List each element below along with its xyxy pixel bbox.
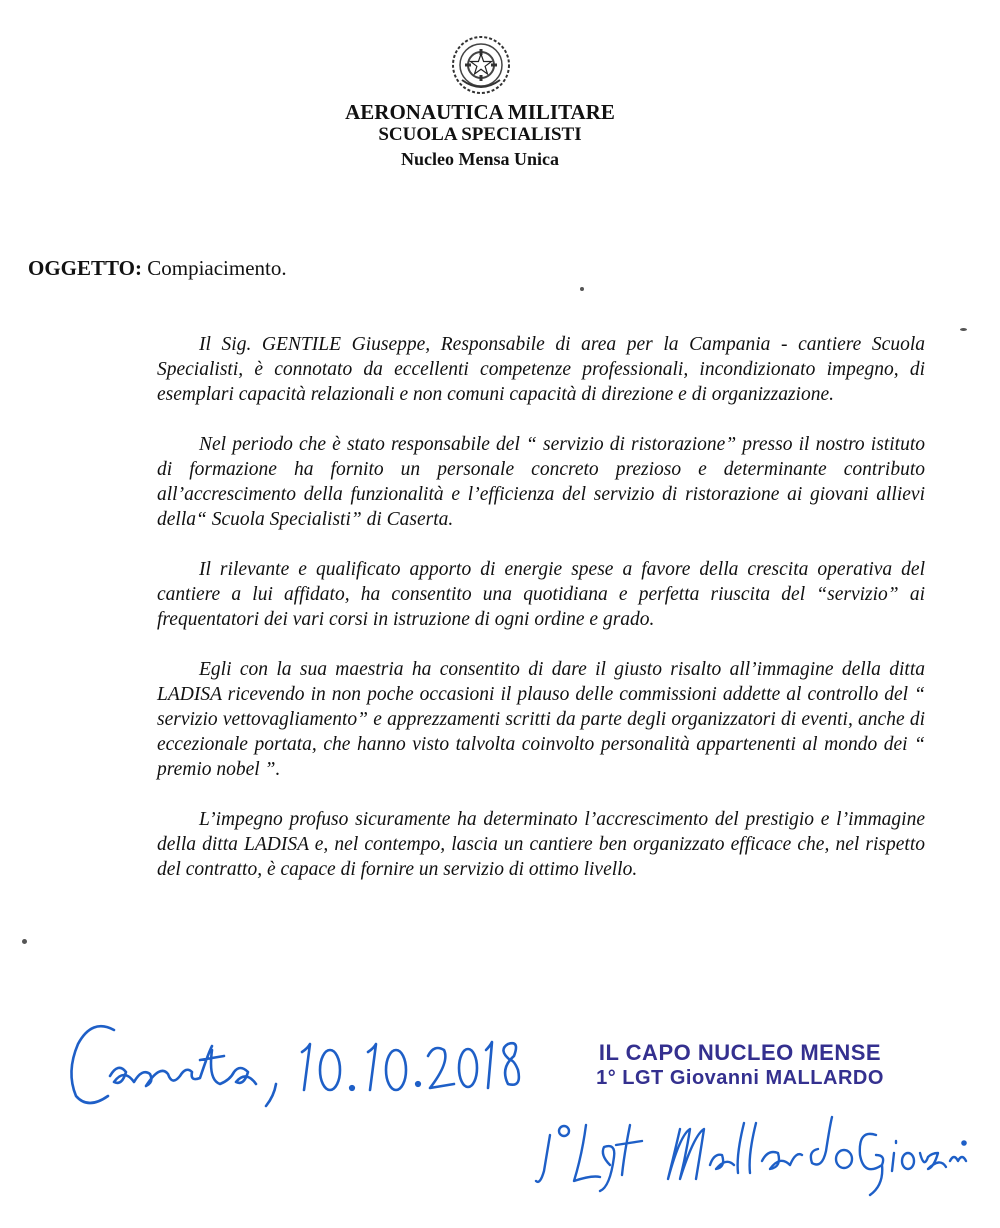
handwritten-signature	[530, 1095, 970, 1205]
paragraph: Il Sig. GENTILE Giuseppe, Responsabile di area per la Campania - cantiere Scuola Specialisti, è connotato da eccellenti competenze professionali, incondizionato impegno, di esemplari capacità relazionali e non comuni capacità di direzione e di organizzazione.	[157, 334, 925, 405]
subject-line	[28, 256, 287, 281]
scan-speck	[960, 328, 967, 331]
paragraph: Egli con la sua maestria ha consentito di dare il giusto risalto all’immagine della ditta LADISA ricevendo in non poche occasioni il plauso delle commissioni addette al controllo del “ servizio vettovagliamento” e apprezzamenti scritti da parte degli organizzatori di eventi, anche di eccezionale portata, che hanno visto talvolta coinvolto personalità appartenenti al mondo dei “ premio nobel ”.	[157, 659, 925, 780]
letter-body	[157, 332, 925, 907]
emblem-icon	[450, 34, 512, 96]
scan-speck	[580, 287, 584, 291]
letterhead-line3: Nucleo Mensa Unica	[401, 149, 559, 169]
subject-label: OGGETTO:	[28, 256, 142, 280]
handwritten-place-date	[62, 1010, 532, 1120]
official-stamp	[540, 1040, 940, 1090]
stamp-line1: IL CAPO NUCLEO MENSE	[598, 1040, 882, 1065]
subject-text: Compiacimento.	[147, 256, 287, 280]
stamp-line2: 1° LGT Giovanni MALLARDO	[596, 1067, 884, 1089]
letterhead-line1: AERONAUTICA MILITARE	[345, 100, 615, 124]
letterhead	[240, 100, 720, 170]
paragraph: Nel periodo che è stato responsabile del “ servizio di ristorazione” presso il nostro istituto di formazione ha fornito un personale concreto prezioso e determinante contributo all’accrescimento della funzionalità e l’efficienza del servizio di ristorazione ai giovani allievi della“ Scuola Specialisti” di Caserta.	[157, 434, 925, 530]
letterhead-line2: SCUOLA SPECIALISTI	[378, 124, 582, 145]
paragraph: Il rilevante e qualificato apporto di energie spese a favore della crescita operativa del cantiere a lui affidato, ha consentito una quotidiana e perfetta riuscita del “servizio” ai frequentatori dei vari corsi in istruzione di ogni ordine e grado.	[157, 559, 925, 630]
paragraph: L’impegno profuso sicuramente ha determinato l’accrescimento del prestigio e l’immagine della ditta LADISA e, nel contempo, lascia un cantiere ben organizzato efficace che, nel rispetto del contratto, è capace di fornire un servizio di ottimo livello.	[157, 809, 925, 880]
scan-speck	[22, 939, 27, 944]
